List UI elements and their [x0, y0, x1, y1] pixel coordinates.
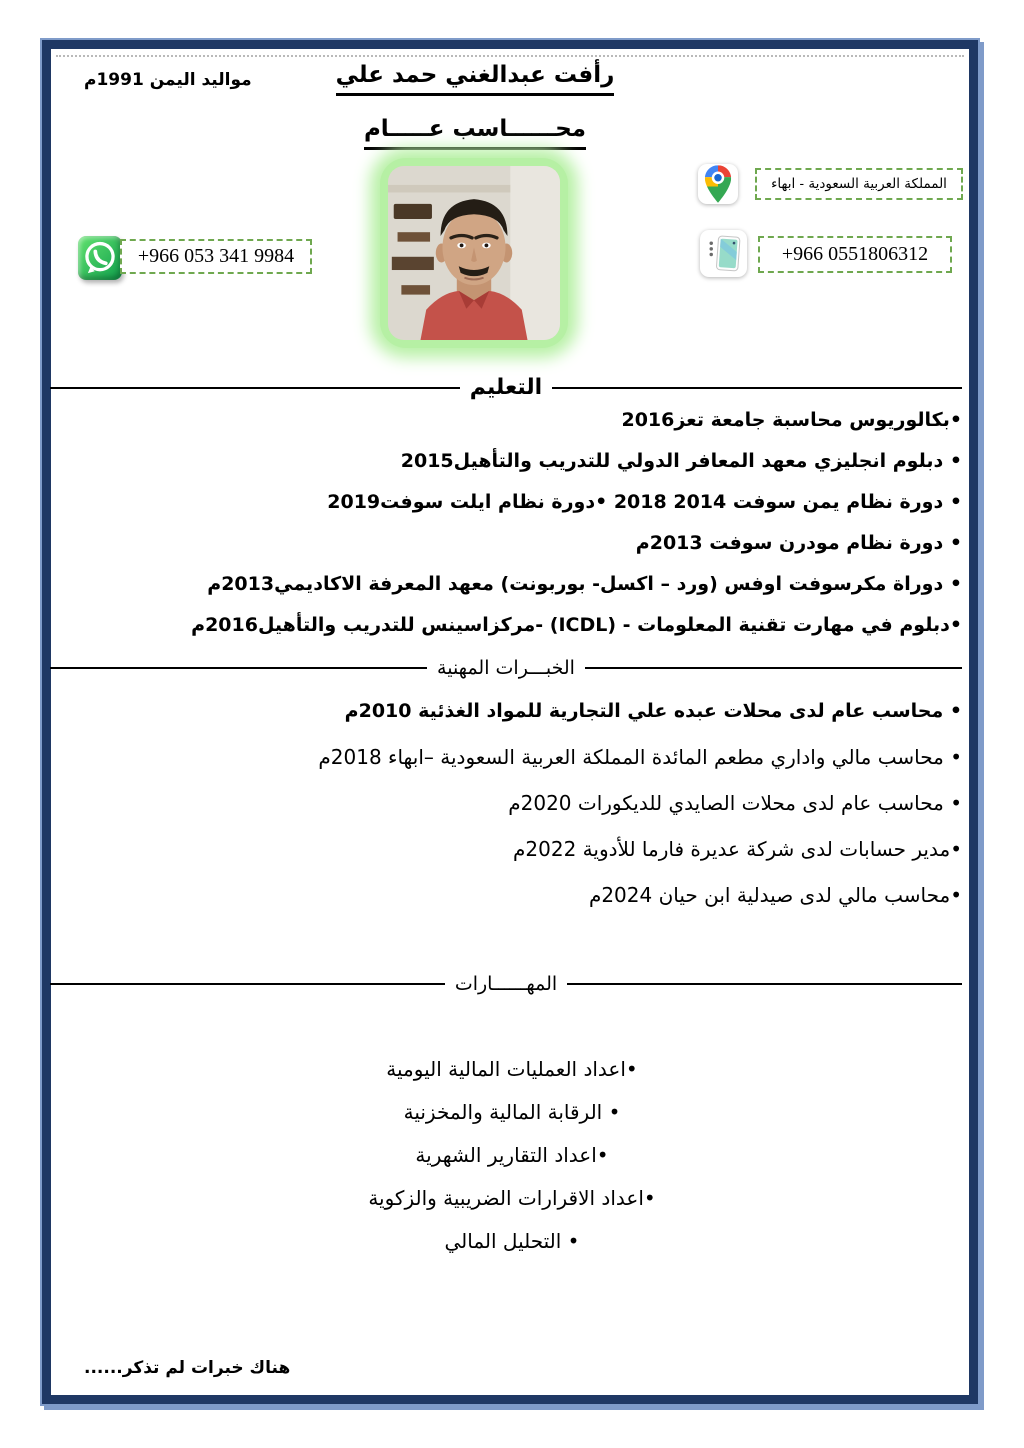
- experience-item: • محاسب مالي واداري مطعم المائدة المملكة العربية السعودية –ابهاء 2018م: [318, 745, 962, 769]
- experience-item: •مدير حسابات لدى شركة عديرة فارما للأدوية 2022م: [513, 837, 962, 861]
- section-title-education: التعليم: [469, 375, 543, 400]
- experience-item: • محاسب عام لدى محلات عبده علي التجارية للمواد الغذئية 2010م: [344, 700, 962, 722]
- education-item: •بكالوريوس محاسبة جامعة تعز2016: [621, 409, 962, 431]
- whatsapp-icon: [78, 236, 122, 280]
- skills-section-header: [50, 972, 962, 997]
- skill-item: •اعداد التقارير الشهرية: [415, 1143, 609, 1167]
- divider-line: [567, 983, 962, 985]
- divider-line: [50, 387, 460, 389]
- divider-line: [50, 983, 445, 985]
- phone-number: +966 0551806312: [781, 243, 929, 265]
- section-title-experience: الخبـــرات المهنية: [437, 657, 575, 679]
- profile-photo: [388, 166, 560, 340]
- education-list: [62, 408, 962, 654]
- google-maps-pin-icon: [698, 164, 738, 204]
- skill-item: • الرقابة المالية والمخزنية: [403, 1100, 621, 1124]
- skill-item: •اعداد العمليات المالية اليومية: [386, 1057, 638, 1081]
- birth-date: مواليد اليمن 1991م: [84, 70, 252, 90]
- experience-item: •محاسب مالي لدى صيدلية ابن حيان 2024م: [588, 883, 962, 907]
- whatsapp-box: [120, 239, 312, 274]
- divider-line: [552, 387, 962, 389]
- location-text: المملكة العربية السعودية - ابهاء: [771, 176, 947, 192]
- job-title: محــــــاسب عـــــام: [310, 116, 640, 150]
- divider-line: [50, 667, 427, 669]
- skills-list: [62, 1056, 962, 1271]
- portrait-illustration: [388, 166, 560, 340]
- education-item: • دورة نظام مودرن سوفت 2013م: [635, 532, 962, 554]
- footer-note: هناك خبرات لم تذكر......: [84, 1358, 291, 1378]
- skill-item: • التحليل المالي: [444, 1229, 580, 1253]
- education-item: • دورة نظام يمن سوفت 2014 2018 •دورة نظام ايلت سوفت2019: [327, 491, 962, 513]
- experience-item: • محاسب عام لدى محلات الصايدي للديكورات 2020م: [508, 791, 962, 815]
- candidate-name: رأفت عبدالغني حمد علي: [310, 62, 640, 96]
- skill-item: •اعداد الاقرارات الضريبية والزكوية: [368, 1186, 656, 1210]
- experience-section-header: [50, 656, 962, 681]
- whatsapp-icon-card: [78, 236, 122, 280]
- whatsapp-number: +966 053 341 9984: [137, 245, 295, 267]
- phone-box: [758, 236, 952, 273]
- location-box: [755, 168, 963, 200]
- section-title-skills: المهــــــارات: [454, 973, 558, 995]
- divider-line: [585, 667, 962, 669]
- education-section-header: [50, 374, 962, 403]
- maps-icon-card: [698, 164, 738, 204]
- top-dotted-line: [56, 55, 964, 57]
- education-item: • دبلوم انجليزي معهد المعافر الدولي للتدريب والتأهيل2015: [400, 450, 962, 472]
- experience-list: [62, 698, 962, 928]
- education-item: • دوراة مكرسوفت اوفس (ورد – اكسل- بوربونت) معهد المعرفة الاكاديمي2013م: [207, 573, 962, 595]
- photo-glow-frame: [380, 158, 568, 348]
- education-item: •دبلوم في مهارت تقنية المعلومات - (ICDL) -مركزاسينس للتدريب والتأهيل2016م: [191, 614, 962, 636]
- smartphone-icon: [700, 230, 747, 277]
- phone-icon-card: [700, 230, 747, 277]
